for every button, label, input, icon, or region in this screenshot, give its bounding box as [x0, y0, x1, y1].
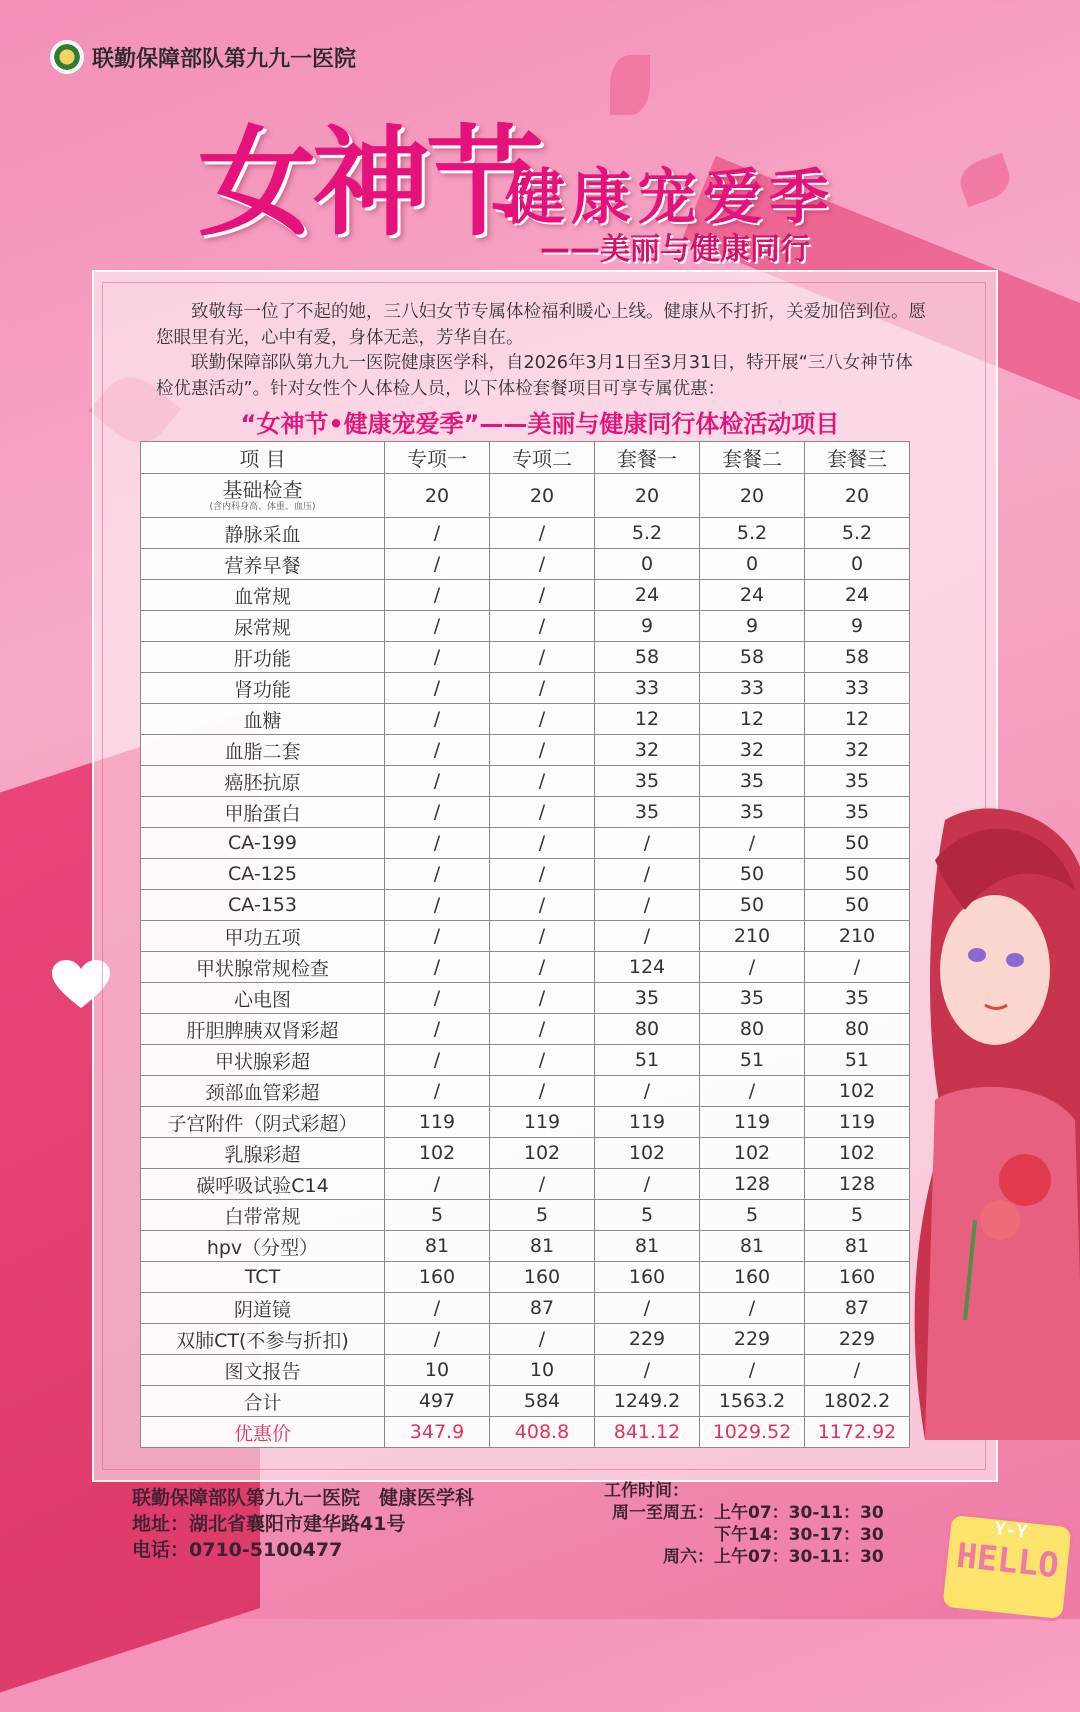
table-row [141, 1324, 910, 1355]
table-cell: 81 [595, 1231, 700, 1262]
title-sub: 健康宠爱季 [505, 163, 835, 233]
table-cell: 210 [700, 921, 805, 952]
table-cell: / [385, 1293, 490, 1324]
table-cell: 51 [805, 1045, 910, 1076]
table-cell: 12 [595, 704, 700, 735]
table-cell: 32 [700, 735, 805, 766]
table-cell: / [490, 673, 595, 704]
table-cell: / [490, 1324, 595, 1355]
table-cell: 24 [595, 580, 700, 611]
intro-paragraph-1: 致敬每一位了不起的她，三八妇女节专属体检福利暖心上线。健康从不打折，关爱加倍到位。愿您眼里有光，心中有爱，身体无恙，芳华自在。 [156, 302, 926, 348]
table-cell: / [385, 766, 490, 797]
hours-time: 上午07：30-11：30 [714, 1503, 884, 1523]
item-name-cell: 甲状腺常规检查 [141, 952, 385, 983]
table-cell: 497 [385, 1386, 490, 1417]
table-cell: / [700, 1355, 805, 1386]
table-cell: / [490, 549, 595, 580]
item-name-cell: 癌胚抗原 [141, 766, 385, 797]
table-cell: / [595, 1076, 700, 1107]
item-name-cell: 肝胆脾胰双肾彩超 [141, 1014, 385, 1045]
table-cell: / [490, 1014, 595, 1045]
table-row [141, 642, 910, 673]
table-cell: 1249.2 [595, 1386, 700, 1417]
table-cell: / [595, 859, 700, 890]
table-row [141, 580, 910, 611]
item-name-cell [141, 474, 385, 518]
table-cell: 87 [805, 1293, 910, 1324]
table-cell: 20 [595, 474, 700, 518]
table-cell: 9 [805, 611, 910, 642]
item-name-cell: CA-153 [141, 890, 385, 921]
table-cell: / [385, 704, 490, 735]
table-cell: 1563.2 [700, 1386, 805, 1417]
table-cell: / [490, 580, 595, 611]
table-cell: 408.8 [490, 1417, 595, 1448]
table-cell: 160 [385, 1262, 490, 1293]
table-cell: / [385, 518, 490, 549]
table-row [141, 673, 910, 704]
table-cell: / [385, 611, 490, 642]
table-cell: / [385, 580, 490, 611]
table-cell: / [805, 1355, 910, 1386]
table-cell: 102 [805, 1138, 910, 1169]
table-cell: / [385, 549, 490, 580]
hours-time: 下午14：30-17：30 [714, 1525, 884, 1545]
item-name-cell: 碳呼吸试验C14 [141, 1169, 385, 1200]
footer-hours [604, 1480, 884, 1568]
table-cell: / [700, 952, 805, 983]
item-name-cell: hpv（分型） [141, 1231, 385, 1262]
table-cell: / [490, 611, 595, 642]
table-cell: 0 [805, 549, 910, 580]
table-cell: 32 [805, 735, 910, 766]
table-cell: 35 [700, 766, 805, 797]
item-note: (含内科身高、体重、血压) [209, 501, 316, 512]
table-cell: 33 [805, 673, 910, 704]
table-cell: 50 [700, 890, 805, 921]
table-cell: / [490, 890, 595, 921]
table-header-row [141, 442, 910, 474]
sticker-small-text: Y-Y [993, 1518, 1029, 1543]
item-name-cell: 甲功五项 [141, 921, 385, 952]
price-table [140, 441, 910, 1448]
table-row [141, 549, 910, 580]
item-name-cell: 肝功能 [141, 642, 385, 673]
item-name-cell: TCT [141, 1262, 385, 1293]
table-cell: 1802.2 [805, 1386, 910, 1417]
hours-row [604, 1502, 884, 1524]
table-cell: 10 [385, 1355, 490, 1386]
table-row [141, 1200, 910, 1231]
table-cell: 81 [805, 1231, 910, 1262]
table-cell: 119 [700, 1107, 805, 1138]
table-cell: 5.2 [595, 518, 700, 549]
item-name-cell: 甲胎蛋白 [141, 797, 385, 828]
table-cell: / [385, 983, 490, 1014]
table-cell: 80 [700, 1014, 805, 1045]
table-cell: 1029.52 [700, 1417, 805, 1448]
sticker-text: HELLO [954, 1535, 1061, 1587]
table-cell: 1172.92 [805, 1417, 910, 1448]
table-cell: 841.12 [595, 1417, 700, 1448]
table-cell: 58 [700, 642, 805, 673]
intro-paragraph-2: 联勤保障部队第九九一医院健康医学科，自2026年3月1日至3月31日，特开展“三八女神节体检优惠活动”。针对女性个人体检人员，以下体检套餐项目可享专属优惠： [156, 353, 913, 399]
table-cell: / [490, 1045, 595, 1076]
header [50, 40, 356, 74]
table-cell: 10 [490, 1355, 595, 1386]
table-cell: 24 [700, 580, 805, 611]
table-row [141, 1231, 910, 1262]
hours-title: 工作时间： [604, 1481, 689, 1501]
table-cell: 35 [805, 983, 910, 1014]
table-cell: / [385, 797, 490, 828]
table-cell: 20 [385, 474, 490, 518]
item-name-cell: 血糖 [141, 704, 385, 735]
item-name-cell: 心电图 [141, 983, 385, 1014]
item-name-cell: 优惠价 [141, 1417, 385, 1448]
table-cell: / [385, 1014, 490, 1045]
table-cell: / [595, 828, 700, 859]
footer-contact [132, 1485, 474, 1563]
table-cell: 0 [595, 549, 700, 580]
table-row [141, 518, 910, 549]
table-cell: / [490, 518, 595, 549]
item-name-cell: 阴道镜 [141, 1293, 385, 1324]
table-cell: / [490, 1169, 595, 1200]
table-row [141, 735, 910, 766]
table-cell: 81 [700, 1231, 805, 1262]
table-row [141, 1293, 910, 1324]
table-cell: / [385, 1169, 490, 1200]
item-name-cell: 乳腺彩超 [141, 1138, 385, 1169]
table-row [141, 1386, 910, 1417]
table-cell: 35 [700, 797, 805, 828]
table-cell: / [490, 735, 595, 766]
table-cell: / [385, 952, 490, 983]
column-header: 套餐一 [595, 442, 700, 474]
column-header: 项 目 [141, 442, 385, 474]
table-row [141, 952, 910, 983]
table-cell: 35 [805, 797, 910, 828]
table-cell: / [385, 1045, 490, 1076]
table-row [141, 1262, 910, 1293]
table-cell: 160 [490, 1262, 595, 1293]
table-row [141, 828, 910, 859]
hours-label: 周一至周五： [612, 1503, 714, 1523]
table-row [141, 704, 910, 735]
hours-row [604, 1546, 884, 1568]
table-cell: / [490, 704, 595, 735]
footer-phone: 电话：0710-5100477 [132, 1539, 343, 1561]
table-cell: 102 [385, 1138, 490, 1169]
hours-row [604, 1524, 884, 1546]
table-row [141, 1169, 910, 1200]
table-cell: 50 [700, 859, 805, 890]
table-row [141, 890, 910, 921]
table-cell: / [385, 1076, 490, 1107]
title-slogan: ——美丽与健康同行 [540, 232, 810, 267]
intro-text [156, 300, 926, 402]
table-cell: / [490, 828, 595, 859]
table-cell: 9 [595, 611, 700, 642]
table-cell: 5 [595, 1200, 700, 1231]
table-row [141, 859, 910, 890]
table-row [141, 1107, 910, 1138]
table-cell: / [595, 1293, 700, 1324]
table-cell: / [385, 859, 490, 890]
petal-decoration [610, 55, 650, 115]
table-cell: 81 [385, 1231, 490, 1262]
item-name-cell: 图文报告 [141, 1355, 385, 1386]
item-name-cell: 子宫附件（阴式彩超） [141, 1107, 385, 1138]
table-cell: 51 [595, 1045, 700, 1076]
item-name-cell: 营养早餐 [141, 549, 385, 580]
item-name-cell: 颈部血管彩超 [141, 1076, 385, 1107]
table-cell: 20 [490, 474, 595, 518]
table-cell: 5 [490, 1200, 595, 1231]
table-cell: 35 [595, 766, 700, 797]
item-name-cell: 白带常规 [141, 1200, 385, 1231]
hospital-name: 联勤保障部队第九九一医院 [92, 46, 357, 72]
item-name-cell: 血脂二套 [141, 735, 385, 766]
table-cell: / [490, 1076, 595, 1107]
table-cell: 160 [595, 1262, 700, 1293]
table-cell: 24 [805, 580, 910, 611]
item-name: 基础检查 [222, 477, 303, 502]
table-cell: 160 [805, 1262, 910, 1293]
table-cell: / [700, 828, 805, 859]
table-cell: 5 [700, 1200, 805, 1231]
table-cell: 102 [805, 1076, 910, 1107]
table-cell: / [490, 859, 595, 890]
table-row [141, 1355, 910, 1386]
table-cell: 50 [805, 859, 910, 890]
item-name-cell: 甲状腺彩超 [141, 1045, 385, 1076]
table-cell: / [490, 766, 595, 797]
item-name-cell: 肾功能 [141, 673, 385, 704]
table-cell: 584 [490, 1386, 595, 1417]
title-main: 女神节 [198, 113, 541, 252]
table-cell: / [385, 1324, 490, 1355]
table-cell: / [385, 828, 490, 859]
table-cell: 33 [595, 673, 700, 704]
footer-dept: 联勤保障部队第九九一医院 健康医学科 [132, 1487, 475, 1509]
table-cell: / [385, 890, 490, 921]
table-cell: 119 [385, 1107, 490, 1138]
item-name-cell: CA-125 [141, 859, 385, 890]
hours-time: 上午07：30-11：30 [714, 1547, 884, 1567]
table-cell: / [700, 1076, 805, 1107]
table-cell: / [805, 952, 910, 983]
table-cell: / [490, 797, 595, 828]
table-cell: / [490, 952, 595, 983]
table-cell: 81 [490, 1231, 595, 1262]
item-name-cell: 合计 [141, 1386, 385, 1417]
table-cell: 12 [805, 704, 910, 735]
table-row [141, 474, 910, 518]
hours-label: 周六： [663, 1547, 714, 1567]
item-name-cell: CA-199 [141, 828, 385, 859]
petal-decoration [955, 153, 1016, 208]
table-cell: 5.2 [805, 518, 910, 549]
table-cell: 58 [805, 642, 910, 673]
table-cell: 119 [805, 1107, 910, 1138]
table-cell: 35 [595, 983, 700, 1014]
table-cell: 58 [595, 642, 700, 673]
table-cell: / [595, 1355, 700, 1386]
table-cell: 9 [700, 611, 805, 642]
woman-illustration [905, 800, 1080, 1440]
table-cell: 12 [700, 704, 805, 735]
table-cell: 5 [805, 1200, 910, 1231]
table-cell: 347.9 [385, 1417, 490, 1448]
table-cell: 5.2 [700, 518, 805, 549]
table-cell: / [385, 642, 490, 673]
column-header: 专项二 [490, 442, 595, 474]
table-cell: / [385, 735, 490, 766]
table-cell: 5 [385, 1200, 490, 1231]
column-header: 套餐二 [700, 442, 805, 474]
table-cell: 35 [805, 766, 910, 797]
column-header: 套餐三 [805, 442, 910, 474]
table-cell: / [490, 642, 595, 673]
table-cell: 102 [700, 1138, 805, 1169]
hours-label [604, 1524, 714, 1546]
table-cell: 229 [700, 1324, 805, 1355]
discount-row [141, 1417, 910, 1448]
table-cell: 51 [700, 1045, 805, 1076]
table-row [141, 1045, 910, 1076]
table-cell: 80 [595, 1014, 700, 1045]
table-cell: 20 [700, 474, 805, 518]
table-cell: / [595, 921, 700, 952]
table-row [141, 1138, 910, 1169]
table-cell: 35 [700, 983, 805, 1014]
table-cell: 128 [805, 1169, 910, 1200]
table-cell: / [385, 921, 490, 952]
table-cell: 80 [805, 1014, 910, 1045]
table-cell: / [595, 890, 700, 921]
table-cell: 35 [595, 797, 700, 828]
table-row [141, 983, 910, 1014]
activity-title: “女神节•健康宠爱季”——美丽与健康同行体检活动项目 [240, 410, 840, 438]
table-cell: 229 [595, 1324, 700, 1355]
table-cell: / [385, 673, 490, 704]
item-name-cell: 双肺CT(不参与折扣) [141, 1324, 385, 1355]
table-row [141, 766, 910, 797]
table-cell: / [490, 921, 595, 952]
table-row [141, 797, 910, 828]
table-cell: 124 [595, 952, 700, 983]
table-cell: 128 [700, 1169, 805, 1200]
column-header: 专项一 [385, 442, 490, 474]
table-cell: 119 [490, 1107, 595, 1138]
table-cell: / [490, 983, 595, 1014]
table-row [141, 1014, 910, 1045]
table-cell: 102 [490, 1138, 595, 1169]
table-row [141, 921, 910, 952]
table-cell: 229 [805, 1324, 910, 1355]
table-cell: 33 [700, 673, 805, 704]
table-cell: 20 [805, 474, 910, 518]
table-cell: / [595, 1169, 700, 1200]
table-cell: 160 [700, 1262, 805, 1293]
hello-sticker [939, 1512, 1075, 1623]
table-cell: 50 [805, 828, 910, 859]
hospital-logo-icon [50, 40, 84, 74]
footer-address: 地址：湖北省襄阳市建华路41号 [132, 1513, 406, 1535]
item-name-cell: 尿常规 [141, 611, 385, 642]
item-name-cell: 静脉采血 [141, 518, 385, 549]
table-cell: 87 [490, 1293, 595, 1324]
table-row [141, 611, 910, 642]
item-name-cell: 血常规 [141, 580, 385, 611]
table-cell: 32 [595, 735, 700, 766]
table-cell: 102 [595, 1138, 700, 1169]
table-cell: 119 [595, 1107, 700, 1138]
table-cell: 210 [805, 921, 910, 952]
table-row [141, 1076, 910, 1107]
table-cell: 50 [805, 890, 910, 921]
table-cell: / [700, 1293, 805, 1324]
table-cell: 0 [700, 549, 805, 580]
